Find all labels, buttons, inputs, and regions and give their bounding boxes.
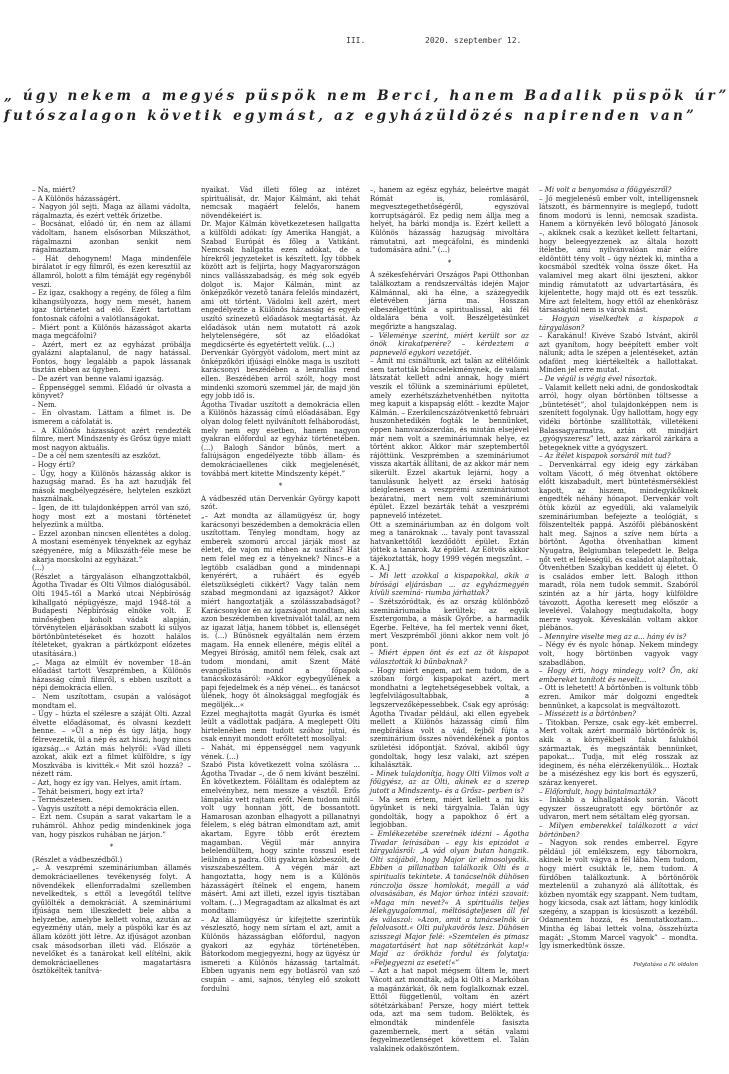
article-paragraph: Dr. Major Kálmán következetesen hallgatta a külföldi adókat: így Amerika Hangját, a Szabad Európát és főleg a Vatikánt. Nemcsak hallgatta ezen adókat, de a hírekről jegyzeteket is készített. Így többek között azt is feljírta, hogy Magyarországon nincs vallásszabadság, és még sok egyéb dolgot is. Major Kálmán, mint az önképzőkör vezető tanára felelős mindazért, ami ott történt. Vádolni kell azért, mert engedélyezte a Különös házasság és egyéb uszító színezetű előadások megtartását. Az előadások után nem mutatott rá azok helytelenségére, sőt az előadókat megdicsérte és egyetértett velük. (...) bbox=[201, 220, 360, 349]
article-paragraph: – Azért, mert ez az egyházat próbálja gyalázni alaptalanul, de nagy hatással. Fontos, hogy legalább a papok lássanak tisztán ebben az ügyben. bbox=[32, 340, 191, 375]
interview-question: – Előfordult, hogy bántalmazták? bbox=[539, 787, 657, 796]
article-paragraph: – Tehát beismeri, hogy ezt írta? bbox=[32, 787, 144, 796]
article-paragraph: – Ma sem értem, miért kellett a mi kis ügyünket is neki tárgyalnia. Talán úgy gondolták, hogy a papokhoz ő ért a legjobban. bbox=[370, 795, 529, 830]
article-paragraph: –, hanem az egész egyház, beleértve magát Rómát is, romlásáról, megvesztegethetőségéről, egyszóval korruptságáról. Ez pedig nem állja meg a helyét, ha bárki mondja is. Ezért kellett a Különös házasság hazugság mivoltára rámutatni, azt megcáfolni, és mindenki tudomására adni.” (...) bbox=[370, 186, 529, 255]
interview-question: – Az ítélet kispapok sorsáról mit tud? bbox=[539, 452, 671, 461]
article-paragraph: – Azt a hat napot mégsem ültem le, mert Vácott azt mondták, adja ki Olti a Markóban a magánzárkát, ők nem foglalkoznak ezzel. Ettől függetlenül, voltam én azért sötétzárkában! Persze, hogy miért tettek oda, azt ma sem tudom. Belöktek, és elmondták mindenféle fasiszta gazembernek, mert a sétán valami fegyelmezetlenséget követtem el. Talán valakinek odaköszöntem. bbox=[370, 967, 529, 1053]
interview-question: – Hogyan viselkedtek a kispapok a tárgyaláson? bbox=[539, 314, 698, 332]
page-number: III. bbox=[346, 36, 366, 45]
article-paragraph: – Titokban. Persze, csak egy–két emberrel. Mert voltak azért mormáló börtönőrök is, akik a környékbeli faluk falukból származtak, és megszánták bennünket, papokat... Tudja, mit elég rosszak az ideginem, és néha elérzékenyülök... Hoztak be a misézéshez egy kis bort és egyszerű, száraz kenyeret. bbox=[539, 718, 698, 787]
article-paragraph: – Na, miért? bbox=[32, 186, 76, 194]
interview-question: – Hogy érti, hogy mindegy volt? Ön, aki embereket tanított és nevelt... bbox=[539, 667, 698, 684]
article-columns bbox=[32, 186, 700, 1053]
article-column-3 bbox=[370, 186, 529, 1053]
article-paragraph: – Miért pont a Különös házasságot akarta maga megcáfolni? bbox=[32, 323, 191, 341]
interview-question: – Mennyire viselte meg az a... hány év is? bbox=[539, 632, 687, 641]
article-paragraph: – Valamit kellett neki adni, de gondoskodtak arról, hogy olyan börtönben töltsesse a „büntetését”, ahol tulajdonképpen nem is szenített fogolynak. Úgy hallottam, hogy egy vidéki börtönbe szállították, villetékeni Balassagyarmatra, aztán ott mindjárt „gyógyszeresz” lett, azaz zárkaról zárkára a betegeknek vitte a gyógyszert. bbox=[539, 383, 698, 452]
article-paragraph: – Hát dehogynem! Maga mindenféle birálatot ír egy filmről, és ezen keresztül az államról, holott a film témáját egy regényből veszi. bbox=[32, 254, 191, 289]
article-paragraph: – Hogy érti? bbox=[32, 461, 75, 469]
section-divider: * bbox=[447, 258, 452, 267]
article-paragraph: – Nahát, mi éppenséggel nem vagyunk vének. (...) bbox=[201, 744, 360, 761]
article-paragraph: – Hogy miért engem, azt nem tudom, de a szóban forgó kispapokat azért, mert mondhatni a legtehetségesebbek voltak, a legfelvilágosultabbak, a legszervezőképessebbek. Csak egy apróság: Ágotha Tivadar például, aki ellen egyebek mellett a Különös házasság című film megbírálása volt a vád, fejből fújta a szeminárium összes növendékének a pontos születési időpontját. Szóval, akiből úgy gondoltak, hogy lesz valaki, azt szépen kihalászták. bbox=[370, 666, 529, 770]
article-paragraph: – Nagyon jól sejti. Maga az állami vádolta, rágalmazta, és ezért vették őrizetbe. bbox=[32, 203, 191, 220]
article-paragraph: Ezzel meghajtotta magát Gyurka és ismét leült a vádlottak padjára. A meglepett Olti hirtelenében nem tudott szóhoz jutni, és csak ennyit mondott erőltetett mosollyal: bbox=[201, 709, 360, 744]
article-paragraph: – De azért van benne valami igazság. bbox=[32, 375, 164, 384]
article-paragraph: – Karakánul! Kivéve Szabó Istvánt, akiről azt gyanítom, hogy beépített ember volt nálunk; adta le szépen a jelentéseket, aztán odafönt meg kiértékelték a hallottakat. Minden jel erre mutat. bbox=[539, 332, 698, 375]
article-paragraph: – Azt, hogy ez így van. Helyes, amit írtam. bbox=[32, 778, 182, 787]
interview-question: – Miért éppen önt és ezt az öt kispapot választották ki bűnbaknak? bbox=[370, 649, 529, 667]
article-paragraph: – Éppenséggel semmi. Előadó úr olvasta a könyvet? bbox=[32, 383, 191, 401]
article-paragraph: A székesfehérvári Országos Papi Otthonban találkoztam a rendszerváltás idején Major Kálmánnal, aki ha élne, a százegyedik életévében járna ma. Hosszan elbeszélgettünk a spiritualissal, aki fél oldalára béna volt. Beszélgetésünket megőrizte a hangszalag. bbox=[370, 271, 529, 331]
article-paragraph: – Jó megjelenésű ember volt, intelligensnek látszott, és bármennyire is meglepő, tudott finom modorú is lenni, nemcsak szadista. Hanem a környékén levő bölogató Jánosok –, akiknek csak a kezüket kellett feltartani, hogy beleegyezzenek az általa hozott ítéletbe, ami nyilvánvalóan már előre eldöntött tény volt – úgy néztek ki, mintha a kocsmából szedték volna össze őket. Ha valamivel meg akart ölni ijeszteni, akkor mindig rámutatott az udvartartására, és kijelentette, hogy majd ott és ezt tesszük. Mire azt feleltem, hogy ettől az ehenkörász társaságtól nem is várok mást. bbox=[539, 194, 698, 315]
article-paragraph: – A Különös házasságot azért rendezték filmre, mert Mindszenty és Grősz ügye miatt most nagyon aktuális. bbox=[32, 426, 191, 452]
article-paragraph: Szabó Pista következett volna szólásra ... Ágotha Tivadar –, de ő nem kívánt beszélni. Én következtem. Fölálltam és odaléptem az emelvényhez, nem messze a vésztől. Erős lámpaláz vett rajtam erőt. Nem tudom mitől volt ugy honnan jött, de bossantott. Hamarosan azonban elhagyott a pillanatnyi félelem, s elég bátran elmondtam azt, amit akartam. Egyre több erőt éreztem magamban. Végül már annyira belelendültem, hogy szinte rosszul esett leülnöm a padra. Olti gyakran közbeszólt, de viszszabeszéltem. A végén már azt hangoztatta, hogy nem is a Különös házasságért ítélnek el engem, hanem másért. Ami azt illeti, ezzel igyis tisztában voltam. (...) Megragadtam az alkalmat és azt mondtam: bbox=[201, 761, 360, 916]
article-paragraph: – Úgy, hogy a Különös házasság akkor is hazugság marad. És ha azt hazudják fel mások megbélyegzésére, helytelen eszközt használnak. bbox=[32, 469, 191, 504]
section-divider: * bbox=[109, 843, 114, 852]
article-paragraph: Ágotha Tivadar uszított a demokrácia ellen a Különös házasság című előadásában. Egy olyan dolog felett nyilvánított felháborodást, mely nem egy esetben, hanem nagyon gyakran előfordul az egyház történetében. (...) Balogh Sándor bűnös, mert a faliújságon engedélyezte több állam- és demokráciaellenes cikk megjelenését, továbbá mert kitette Mindszenty képét.” bbox=[201, 400, 360, 478]
article-paragraph: – Ott is lehetett! A börtönben is voltunk több ezren. Amikor már dolgozni engedtek bennünket, a kapcsolat is megváltozott. bbox=[539, 684, 698, 710]
article-paragraph: – De a cél nem szentesíti az eszközt. bbox=[32, 452, 161, 461]
article-paragraph: – Nem uszítottam, csupán a valóságot mondtam el. bbox=[32, 693, 191, 710]
article-paragraph: – Amit mi csináltunk, azt talán az elítélőink sem tartották bűncselekménynek, de valami látszatát kellett adni annak, hogy miért veszik el tőlünk a szemináriumi épületet, amely ezerhétszázhetvenhétben nyitotta meg kapuit a kispapság előtt – kezdte Major Kálmán. – Ezerkilencszázötvenkettő februári huszonhetedikén fogták le bennünket, éppen hamvazószerdán, és miután elsejével már nem volt a szemináriumnak helye, ez történt akkor. Akkor már szeptembertől rájöttünk. Veszprémben a szemináriumot vissza akarták állítani, de az akkor már nem sikerült. Ezzel akartuk lejárni, hogy a tanulásunk helyett az érseki hatóság ideiglenesen a veszprémi szemináriumot bezáratni, mert nem volt szemináriumi épület. Ezzel bezárták tehát a veszprémi papnevelő intézetet. bbox=[370, 357, 529, 520]
article-paragraph: – Bocsánat, előadó úr, én nem az állami vádoltam, hanem elsősorban Mikszáthot, rágalmazni azonban senkit nem rágalmaztam. bbox=[32, 220, 191, 255]
article-paragraph: – Ezzel azonban nincsen ellentétes a dolog. A mostani események tényeknek az egyház szégyenére, míg a Mikszáth-féle mese be akarja mocskolni az egyházat.” bbox=[32, 529, 191, 564]
article-column-2 bbox=[201, 186, 360, 1046]
interview-question: – Minek tulajdonítja, hogy Olti Vilmos volt a főügyész, az az Olti, akinek ez a szerep jutott a Mindszenty– és a Grősz– perben is? bbox=[370, 769, 529, 795]
article-paragraph: (Részlet a vádbeszédből.) bbox=[32, 855, 123, 864]
article-column-1 bbox=[32, 186, 191, 1046]
article-paragraph: – Szétszóródtak, és az ország különböző szemináriumaiba kerültek; az egyik Esztergomba, a másik Győrbe, a harmadik Egerbe. Feltéve, ha fel mertek venni őket, mert Veszprémből jönni akkor nem volt jó pont. bbox=[370, 597, 529, 649]
article-paragraph: – Vagyis uszított a népi demokrácia ellen. bbox=[32, 804, 179, 813]
interview-question: – Milyen emberekkel találkozott a váci börtönben? bbox=[539, 821, 698, 839]
continuation-note: Folytatása a IV. oldalon bbox=[633, 961, 698, 968]
interview-question: – Mi lett azokkal a kispapokkal, akik a bírósági eljárásban ... az egyházmegyén kívüli szeminá- riumba járhattak? bbox=[370, 572, 529, 598]
article-paragraph: – Inkább a kihallgatások során. Vácott egyszer összeugratott egy börtönőr az udvaron, mert nem sétáltam elég gyorsan. bbox=[539, 796, 698, 822]
article-paragraph: – Dervenkárral egy ideig egy zárkában voltam Vácott, ő még ötvenhat októbere előtt kiszabadult, mert büntetésmérséklést kapott, az hiszem, mindegyikőknek engedték néhány hónapot. Dervenkár volt ötük közül az egyedüli, aki valamelyik szemináriumban befejezte a teológiát, s fölszentelték pappá. Aszófői plébánosként halt meg. Sajnos a szíve nem bírta a börtönt. Ágotha ötvenhatban kiment Nyugatra, Belgiumban telepedett le. Belga nőt vett el feleségül, és családot alapítottak. Ötvenhétben Szakyban keddett új életet. Ó is családos ember lett. Balogh itthon maradt, róla nem tudok semmit. Szabóról szintén az a hír járta, hogy külföldre távozott. Ágotha keresett meg először a levelével. Valahogy megtudakolta, hogy merre vagyok. Kéveskálán voltam akkor plébános. bbox=[539, 461, 698, 633]
interview-question: – Emlékezetébe szeretnék idézni – Ágotha Tivadar leírásában – egy kis epizódot a tárgyalásról: „A vád olyan butan hangzik. Olti szájából, hogy Major úr elmosolyodik. Ebben a pillanatban találkozik Olti és a spiritualis tekintete. A tanácselnök dühösen ránczolja össze homlokát, megáll a vád olvasásában, és Major úrhoz intézi szavait: »Maga min nevet?« A spirituális teljes lélekgyugalommal, méltóságteljesen áll fel és válaszol: »Azon, amit a tanácselnök úr felolvasott.« Olti pulykavörös lesz. Dühösen szisszegi Major felé: »Szemtelen és pimasz magatartásért hat nap sötétzárkát kap!« Majd az őrökhöz fordul és folytatja: »Feljegyezni az esetet!«” bbox=[370, 829, 529, 967]
article-paragraph: – En olvastam. Láttam a filmet is. De ismerem a cáfolatát is. bbox=[32, 409, 191, 427]
article-paragraph: – Az államügyész úr kifejtette szerintük vészlesztő, hogy nem sírtam el azt, amit a Különös házasságban előfordul, nagyon gyakori az egyház történetében. Bátorkodom megjegyezni, hogy az ügyész úr ismereti a Különös házasság tartalmát. Ebben ugyanis nem egy botlásról van szó csupán – ami, sajnos, tényleg elő szokott fordulni bbox=[201, 915, 360, 993]
headline-line-1: „ úgy nekem a megyés püspök nem Berci, hanem Badalik püspök úr” bbox=[4, 88, 729, 104]
article-paragraph: – Ez igaz, csakhogy a regény, de főleg a film kihangsúlyozza, hogy nem mesét, hanem igaz történetet ad elő. Ezért tartottam fontosnak cáfolni a valótlanságokat. bbox=[32, 289, 191, 323]
article-paragraph: – Nagyon sok rendes emberrel. Egyre például jól emlékszem, egy tábornokra, akinek le volt vágva a fél lába. Nem tudom, hogy miért csukták le, nem tudom. A fürdőben találkoztunk. A börtönőrök meztelenül a zuhanyzó alá állítottak, és közben nyomták egy szappant. Nem tudtam, hogy kicsoda, csak azt láttam, hogy kinlódik szegény, a szappan is kicsúszott a kezéből. Odamentem hozzá, és bemutatkoztam... Mintha ég lábai lettek volna, összehúzta magát: „Stomm Marcel vagyok” – mondta. Így ismerkedtünk össze. bbox=[539, 839, 698, 951]
article-paragraph: Dervenkár Györgyöt vádolom, mert mint az önképzőköri ifjúsági elnöke maga is uszított karácsonyi beszédében a lenrallás rend ellen. Beszédében arról szólt, hogy most mindenki szomorú szemmel jár, de majd jön egy jobb idő is. bbox=[201, 349, 360, 401]
article-paragraph: – Igen, de itt tulajdonképpen arról van szó, hogy most ezt a mostani történetet helyezünk a múltba. bbox=[32, 503, 191, 530]
article-paragraph: – Természetesen. bbox=[32, 796, 93, 805]
interview-question: – Mi volt a benyomása a főügyészről? bbox=[539, 186, 672, 194]
article-paragraph: „– Maga az elmúlt év november 18–án előadást tartott Veszprémben, a Különös házasság című filmről, s ebben uszított a népi demokrácia ellen. bbox=[32, 658, 191, 693]
article-paragraph: A vádbeszéd után Dervenkár György kapott szót. bbox=[201, 494, 360, 512]
article-paragraph: – Ezt nem. Csupán a sarat vakartam le a ruhámról. Ahhoz pedig mindenkinek joga van, hogy piszkos ruhában ne járjon.” bbox=[32, 813, 191, 839]
article-column-4 bbox=[539, 186, 698, 1046]
issue-date: 2020. szeptember 12. bbox=[425, 36, 522, 45]
article-paragraph: – Úgy – húzta el szélesre a száját Olti. Azzal élvette előadásomat, és olvasni kezdett benne. – »Ül a nép és úgy látja, hogy félrevezetik, ül a nép és azt hiszi, hogy nincs igazság...« Aztán más helyről: »Vád illeti azokat, akik ezt a filmet külföldre, s így Moszkvába is kivitték.« Mit szól hozzá? – nézett rám. bbox=[32, 710, 191, 779]
article-paragraph: – Négy év és nyolc hónap. Nekem mindegy volt, hogy börtönben vagyok vagy szabadlábon. bbox=[539, 641, 698, 667]
section-divider: * bbox=[278, 482, 283, 491]
article-paragraph: – A Különös házasságért. bbox=[32, 194, 121, 203]
article-paragraph: nyaikat. Vád illeti főleg az intézet spirituálisát, dr. Major Kálmánt, aki tehát nemcsak magáért felelős, hanem növendékeiért is. bbox=[201, 186, 360, 220]
article-paragraph: – Nem. bbox=[32, 400, 57, 409]
article-paragraph: Ott a szemináriumban az én dolgom volt meg a tanároknak ... tavaly pont tavasszal hatvankettőtől kezdődött épület. Eztán jöttek a tanárok. Az épület. Az Eötvös akkor tájékoztatták, hogy 1999 végén megszűnt. – K. A.] bbox=[370, 520, 529, 572]
interview-question: – De végül is végig ével rásoztak. bbox=[539, 375, 658, 384]
article-paragraph: (...) bbox=[32, 564, 45, 573]
headline-line-2: futószalagon követik egymást, az egyházüldözés napirenden van” bbox=[4, 108, 697, 124]
article-paragraph: „– A veszprémi szemináriumban államés demokráciaellenes tevékenység folyt. A növendékek ellenforradalmi szellemben nevelkedtek, s ettől a levegőtől telítve gyűlölték a demokráciát. A szemináriumi ifjúsága nem illeszkedett bele abba a helyzetbe, amelybe kellett volna, azután az egyezmény után, mely a püspöki kar és az állam között jött létre. Az ifjúságot azonban csak másodsorban illeti vád. Először a nevelőket és a tanárokat kell elítélni, akik demokráciaellenes magatartásra ösztökélték tanítvá- bbox=[32, 864, 191, 976]
interview-question: – Véleménye szerint, miért került sor az önök kirakatperére? – kérdeztem a papnevelő egykori vezetőjét. bbox=[370, 331, 529, 357]
interview-question: – Missézett is a börtönben? bbox=[539, 710, 637, 719]
article-paragraph: (Részlet a tárgyaláson elhangzottakból, Ágotha Tivadar és Olti Vilmos dialógusából. Olti 1945–től a Markó utcai Népbíróság kihallgató népügyésze, majd 1948–tól a Budapesti Népbíróság elnöke volt. E minőségben koholt vádak alapján, törvénytelen eljárásokban szabott ki súlyos börtönbüntetéseket és hozott halálos ítéleteket, gyakran a pártközpont előzetes utasítására.) bbox=[32, 572, 191, 659]
article-paragraph: „– Azt mondta az államügyész úr, hogy karácsonyi beszédemben a demokrácia ellen uszítottam. Tényleg mondtam, hogy az emberek szomorú arccal járják most az életet, de vajon mi ebben az uszítás? Hát nem felel meg ez a tényeknek? Nincs–e a legtöbb családban gond a mindennapi kenyérért, a ruháért és egyéb életszükségleti cikkért? Vagy talán nem szabad megmondani az igazságot? Akkor miért hangoztatják a szólásszabadságot? Karácsonykor én az igazságot mondtam, aki azon beszédemben kivetnivalót talál, az nem az igazat látja, hanem többet is, ellenségét is. (...) Bűnösnek egyáltalán nem érzem magam. Ha ennek ellenére, mégis elítél a Megyei Bíróság, amitől nem félek, csak azt tudom mondani, amit Szent Máté evangélista mond a főpapok tanácskozásáról: »Akkor egybegyűlének a papi fejedelmek és a nép vénei... és tanácsot ülének, hogy öt álnoksággal megfogják és megöljék...« bbox=[201, 511, 360, 710]
